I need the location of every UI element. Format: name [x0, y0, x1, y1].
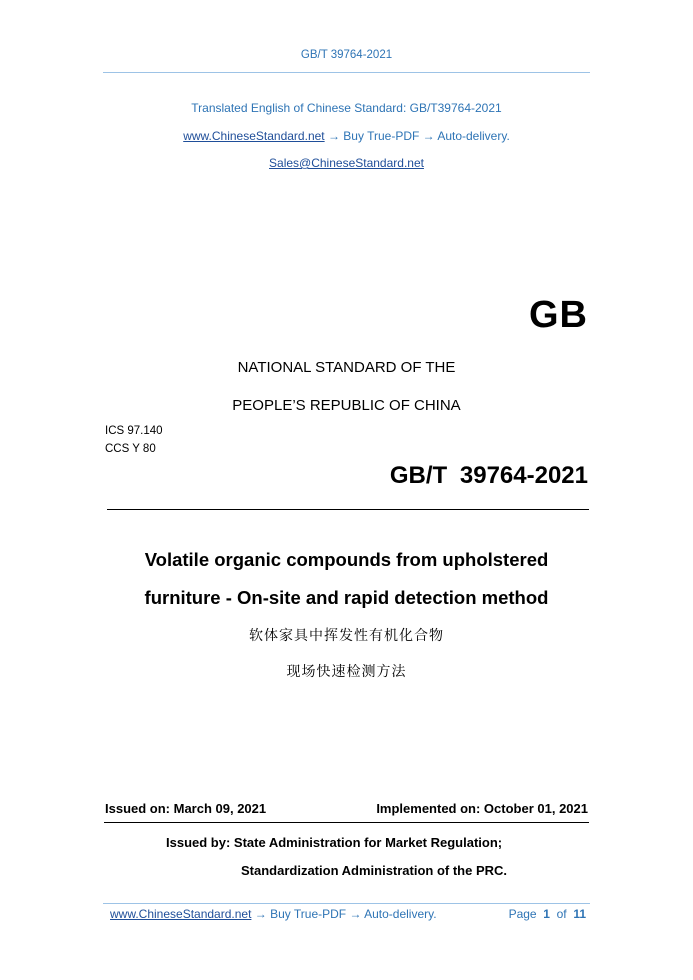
ics-code: ICS 97.140 — [105, 425, 163, 437]
header-divider — [103, 72, 590, 73]
page-total: 11 — [573, 907, 586, 921]
footer-purchase-line — [110, 907, 437, 921]
standard-number: GB/T 39764-2021 — [389, 462, 588, 489]
issuing-country-line-2: PEOPLE’S REPUBLIC OF CHINA — [232, 397, 461, 414]
title-chinese-line-1: 软体家具中挥发性有机化合物 — [249, 628, 444, 644]
title-chinese-line-2: 现场快速检测方法 — [286, 664, 407, 680]
ccs-code: CCS Y 80 — [105, 443, 156, 455]
title-english-line-1: Volatile organic compounds from upholstered — [144, 549, 549, 570]
email-line — [0, 156, 693, 170]
issuing-country-line-1: NATIONAL STANDARD OF THE — [237, 359, 456, 376]
purchase-line — [0, 129, 693, 143]
page-label: Page — [508, 907, 537, 921]
footer-divider — [103, 903, 590, 904]
issued-by-line-2: Standardization Administration of the PRC. — [241, 863, 508, 878]
dates-divider — [104, 822, 589, 823]
issued-by-line-1: Issued by: State Administration for Market Regulation; — [166, 835, 503, 850]
gb-mark: GB — [529, 294, 588, 336]
running-header: GB/T 39764-2021 — [300, 49, 393, 61]
translation-notice: Translated English of Chinese Standard: GB/T39764-2021 — [191, 101, 502, 115]
page-indicator — [509, 907, 586, 921]
page-of-label: of — [556, 907, 567, 921]
page-current: 1 — [543, 907, 550, 921]
footer-purchase-text: → Buy True-PDF → Auto-delivery. — [251, 907, 437, 921]
site-link[interactable]: www.ChineseStandard.net — [183, 129, 325, 143]
footer-site-link[interactable]: www.ChineseStandard.net — [110, 907, 252, 921]
purchase-text: → Buy True-PDF → Auto-delivery. — [324, 129, 510, 143]
title-english-line-2: furniture - On-site and rapid detection method — [144, 587, 549, 608]
sales-email-link[interactable]: Sales@ChineseStandard.net — [269, 156, 424, 170]
issued-on-date: Issued on: March 09, 2021 — [105, 801, 267, 816]
standard-number-divider — [107, 509, 589, 510]
implemented-on-date: Implemented on: October 01, 2021 — [376, 801, 588, 816]
